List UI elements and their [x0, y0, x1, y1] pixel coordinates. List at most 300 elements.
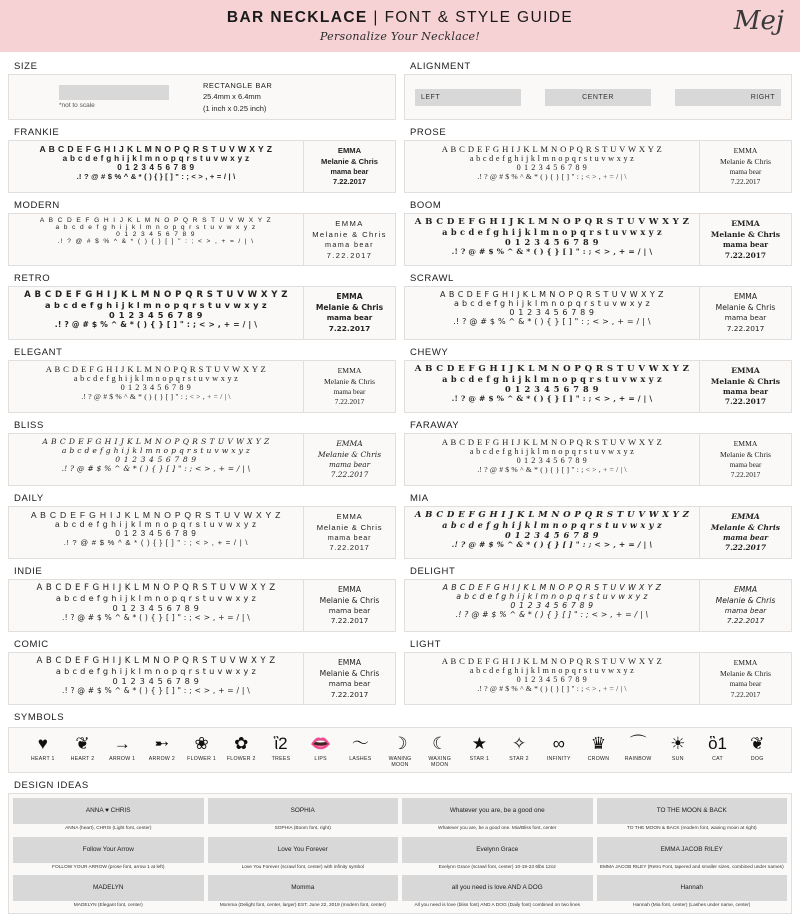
cat-icon[interactable] [698, 734, 738, 768]
rainbow-icon[interactable] [618, 734, 658, 768]
fonts-column-right [404, 124, 792, 709]
brand-logo: Mej [733, 6, 784, 36]
bar-metric: 25.4mm x 6.4mm [203, 92, 261, 102]
sample-name: EMMA [733, 146, 758, 155]
cat-icon-glyph: ὃ1 [708, 734, 727, 754]
font-name-indie: INDIE [14, 566, 43, 578]
arrow-2-icon[interactable] [142, 734, 182, 768]
heart-1-icon[interactable] [23, 734, 63, 768]
glyph-line-lower: a b c d e f g h i j k l m n o p q r s t u v w x y z [469, 446, 635, 456]
symbol-label: RAINBOW [624, 756, 652, 763]
font-card-modern[interactable] [8, 213, 396, 266]
design-idea-bar-text: MADELYN [93, 883, 124, 891]
sample-date: 7.22.2017 [330, 616, 369, 626]
glyph-line-upper: A B C D E F G H I J K L M N O P Q R S T U V W X Y Z [414, 217, 690, 228]
glyph-line-symbols: .! ? @ # $ % ^ & * ( ) { } [ ] " : ; < > , + = / | \ [54, 320, 258, 330]
glyph-line-digits: 0 1 2 3 4 5 6 7 8 9 [115, 454, 197, 464]
page-subtitle: Personalize Your Necklace! [319, 30, 481, 43]
sample-date: 7.22.2017 [328, 323, 371, 333]
font-card-elegant[interactable] [8, 360, 396, 413]
sample-name: EMMA [731, 219, 760, 229]
sample-name: EMMA [733, 658, 758, 668]
lips-icon[interactable] [301, 734, 341, 768]
symbol-label: DOG [750, 756, 764, 763]
star-2-icon-glyph: ✧ [511, 734, 527, 754]
font-name-delight: DELIGHT [410, 566, 456, 578]
dog-icon-glyph: ❦ [750, 734, 765, 754]
font-card-light[interactable] [404, 652, 792, 705]
lashes-icon[interactable] [341, 734, 381, 768]
arrow-2-icon-glyph: ➸ [154, 734, 170, 754]
symbol-label: STAR 1 [469, 756, 490, 763]
glyph-line-symbols: .! ? @ # $ % ^ & * ( ) { } [ ] " : ; < > , + = / | \ [451, 539, 653, 549]
font-name-mia: MIA [410, 492, 429, 504]
glyph-preview-chewy [405, 361, 699, 412]
symbol-label: SUN [671, 756, 684, 763]
arrow-1-icon[interactable] [102, 734, 142, 768]
flower-1-icon-glyph: ❀ [194, 734, 209, 754]
bar-name: RECTANGLE BAR [203, 81, 273, 91]
glyph-line-lower: a b c d e f g h i j k l m n o p q r s t u v w x y z [469, 666, 635, 676]
glyph-line-lower: a b c d e f g h i j k l m n o p q r s t u v w x y z [55, 666, 257, 677]
sample-word: mama bear [330, 167, 369, 176]
sample-word: mama bear [328, 459, 371, 469]
design-ideas-grid [13, 798, 787, 909]
glyph-line-digits: 0 1 2 3 4 5 6 7 8 9 [504, 529, 600, 540]
symbol-label: CAT [712, 756, 723, 763]
sample-pair: Melanie & Chris [319, 596, 380, 606]
sample-word: mama bear [328, 679, 371, 689]
fonts-column-left [8, 124, 396, 709]
trees-icon[interactable] [261, 734, 301, 768]
crown-icon[interactable] [579, 734, 619, 768]
glyph-preview-faraway [405, 434, 699, 485]
glyph-line-digits: 0 1 2 3 4 5 6 7 8 9 [120, 382, 192, 392]
sample-pair: Melanie & Chris [323, 376, 376, 386]
heart-2-icon-glyph: ❦ [75, 734, 90, 754]
sample-name: EMMA [337, 585, 362, 595]
rainbow-icon-glyph: ⌒ [629, 734, 647, 754]
design-idea[interactable] [402, 837, 593, 871]
glyph-line-digits: 0 1 2 3 4 5 6 7 8 9 [504, 237, 600, 248]
design-idea[interactable] [597, 798, 788, 832]
glyph-preview-delight [405, 580, 699, 631]
sample-name: EMMA [336, 511, 363, 521]
sample-date: 7.22.2017 [334, 396, 365, 406]
glyph-line-lower: a b c d e f g h i j k l m n o p q r s t u v w x y z [442, 373, 662, 384]
design-idea[interactable] [597, 875, 788, 909]
glyph-line-upper: A B C D E F G H I J K L M N O P Q R S T U V W X Y Z [440, 290, 664, 300]
font-name-light: LIGHT [410, 639, 441, 651]
sample-date: 7.22.2017 [724, 543, 767, 553]
sample-word: mama bear [724, 313, 767, 323]
sample-pair: Melanie & Chris [312, 230, 387, 240]
sample-date: 7.22.2017 [724, 396, 767, 406]
glyph-preview-modern [9, 214, 303, 265]
font-name-retro: RETRO [14, 273, 51, 285]
glyph-preview-bliss [9, 434, 303, 485]
font-card-delight[interactable] [404, 579, 792, 632]
glyph-line-symbols: .! ? @ # $ % ^ & * ( ) { } [ ] " : ; < > , + = / | \ [62, 686, 250, 696]
glyph-line-upper: A B C D E F G H I J K L M N O P Q R S T U V W X Y Z [441, 436, 663, 447]
symbols-label: SYMBOLS [14, 712, 65, 724]
design-idea-bar-text: Whatever you are, be a good one [449, 807, 545, 815]
font-name-scrawl: SCRAWL [410, 273, 454, 285]
design-idea-caption: TO THE MOON & BACK (modern font, waxing moon at right) [626, 826, 757, 832]
sample-pair: Melanie & Chris [319, 669, 380, 679]
glyph-preview-prose [405, 141, 699, 192]
font-name-faraway: FARAWAY [410, 419, 460, 431]
alignment-option-right[interactable]: RIGHT [675, 89, 781, 106]
glyph-line-upper: A B C D E F G H I J K L M N O P Q R S T U V W X Y Z [441, 656, 663, 667]
heart-2-icon[interactable] [63, 734, 103, 768]
star-1-icon[interactable] [460, 734, 500, 768]
lips-icon-glyph: 👄 [310, 734, 332, 754]
sample-word: mama bear [722, 240, 769, 250]
design-idea-bar-text: SOPHIA [290, 807, 315, 815]
glyph-line-lower: a b c d e f g h i j k l m n o p q r s t u v w x y z [55, 519, 257, 529]
glyph-line-upper: A B C D E F G H I J K L M N O P Q R S T U V W X Y Z [30, 509, 282, 520]
font-name-boom: BOOM [410, 200, 442, 212]
design-idea-bar-text: all you need is love AND A DOG [451, 883, 543, 891]
glyph-preview-mia [405, 507, 699, 558]
glyph-line-lower: a b c d e f g h i j k l m n o p q r s t u v w x y z [442, 519, 662, 530]
design-idea-bar [597, 837, 788, 863]
glyph-line-symbols: .! ? @ # $ % ^ & * ( ) { } [ ] " : ; < > , + = / | \ [453, 317, 651, 327]
design-idea-bar [208, 837, 399, 863]
font-name-elegant: ELEGANT [14, 346, 63, 358]
symbol-label: HEART 2 [70, 756, 95, 763]
glyph-preview-comic [9, 653, 303, 704]
sample-name: EMMA [733, 292, 758, 302]
font-card-daily[interactable] [8, 506, 396, 559]
alignment-option-left[interactable]: LEFT [415, 89, 521, 106]
size-label: SIZE [14, 61, 38, 72]
design-idea[interactable] [402, 798, 593, 832]
sample-preview-scrawl [699, 287, 791, 338]
glyph-line-symbols: .! ? @ # $ % ^ & * ( ) { } [ ] " : ; < > , + = / | \ [81, 391, 231, 401]
sample-date: 7.22.2017 [730, 177, 761, 187]
sun-icon[interactable] [658, 734, 698, 768]
glyph-line-upper: A B C D E F G H I J K L M N O P Q R S T U V W X Y Z [39, 144, 273, 154]
design-idea[interactable] [208, 837, 399, 871]
design-idea-caption: MADELYN (Elegant font, center) [73, 902, 143, 908]
sample-word: mama bear [729, 680, 762, 689]
sample-word: mama bear [729, 460, 762, 469]
sample-pair: Melanie & Chris [315, 303, 384, 313]
font-card-prose[interactable] [404, 140, 792, 193]
font-card-bliss[interactable] [8, 433, 396, 486]
glyph-line-upper: A B C D E F G H I J K L M N O P Q R S T U V W X Y Z [24, 290, 288, 301]
page-title [227, 9, 573, 27]
trees-icon-glyph: ἳ2 [274, 734, 288, 754]
glyph-line-symbols: .! ? @ # $ % ^ & * ( ) { } [ ] " : ; < > , + = / | \ [455, 610, 649, 620]
glyph-line-lower: a b c d e f g h i j k l m n o p q r s t u v w x y z [469, 154, 635, 163]
sun-icon-glyph: ☀ [670, 734, 686, 754]
sample-word: mama bear [729, 168, 762, 176]
arrow-1-icon-glyph: → [113, 734, 131, 754]
glyph-line-lower: a b c d e f g h i j k l m n o p q r s t u v w x y z [55, 224, 257, 232]
infinity-icon-glyph: ∞ [552, 734, 565, 754]
page-header [0, 0, 800, 52]
glyph-line-digits: 0 1 2 3 4 5 6 7 8 9 [516, 455, 588, 465]
symbol-label: FLOWER 2 [226, 756, 256, 763]
alignment-label: ALIGNMENT [410, 61, 471, 72]
font-name-daily: DAILY [14, 492, 44, 504]
waxing-moon-icon[interactable] [420, 734, 460, 768]
infinity-icon[interactable] [539, 734, 579, 768]
design-idea-bar [402, 798, 593, 824]
design-idea-caption: Love You Forever (scrawl font, center) with infinity symbol [241, 864, 364, 870]
font-card-boom[interactable] [404, 213, 792, 266]
sample-name: EMMA [733, 585, 758, 595]
alignment-option-center[interactable]: CENTER [545, 89, 651, 106]
glyph-line-upper: A B C D E F G H I J K L M N O P Q R S T U V W X Y Z [442, 583, 662, 593]
glyph-line-lower: a b c d e f g h i j k l m n o p q r s t u v w x y z [45, 300, 267, 311]
glyph-line-upper: A B C D E F G H I J K L M N O P Q R S T U V W X Y Z [42, 436, 270, 446]
glyph-preview-frankie [9, 141, 303, 192]
glyph-line-lower: a b c d e f g h i j k l m n o p q r s t u v w x y z [61, 445, 251, 455]
design-idea-bar-text: ANNA ♥ CHRIS [85, 807, 131, 815]
glyph-line-upper: A B C D E F G H I J K L M N O P Q R S T U V W X Y Z [414, 363, 690, 374]
symbol-label: WANING MOON [388, 756, 412, 769]
design-idea-bar [402, 875, 593, 901]
sample-preview-chewy [699, 361, 791, 412]
glyph-line-digits: 0 1 2 3 4 5 6 7 8 9 [509, 308, 595, 318]
sample-preview-daily [303, 507, 395, 558]
sample-pair: Melanie & Chris [710, 522, 781, 532]
glyph-line-symbols: .! ? @ # $ % ^ & * ( ) { } [ ] " : ; < > , + = / | \ [63, 537, 249, 547]
sample-preview-delight [699, 580, 791, 631]
sample-preview-indie [303, 580, 395, 631]
glyph-preview-light [405, 653, 699, 704]
glyph-line-symbols: .! ? @ # $ % ^ & * ( ) { } [ ] " : ; < > , + = / | \ [76, 172, 236, 181]
symbol-label: LIPS [314, 756, 327, 763]
sample-name: EMMA [336, 438, 363, 448]
star-1-icon-glyph: ★ [471, 734, 488, 754]
glyph-line-symbols: .! ? @ # $ % ^ & * ( ) { } [ ] " : ; < > , + = / | \ [477, 172, 627, 181]
symbol-label: HEART 1 [30, 756, 55, 763]
design-idea[interactable] [13, 798, 204, 832]
glyph-line-digits: 0 1 2 3 4 5 6 7 8 9 [112, 676, 200, 687]
font-card-scrawl[interactable] [404, 286, 792, 339]
glyph-line-digits: 0 1 2 3 4 5 6 7 8 9 [510, 601, 594, 611]
symbol-label: ARROW 2 [148, 756, 176, 763]
glyph-line-upper: A B C D E F G H I J K L M N O P Q R S T U V W X Y Z [36, 656, 276, 667]
page-title-divider: | [373, 9, 379, 26]
design-idea-caption: Whatever you are, be a good one. Mia/Bliss font, center [438, 826, 557, 832]
size-swatch-group [59, 85, 169, 109]
sample-date: 7.22.2017 [329, 543, 370, 553]
flower-2-icon-glyph: ✿ [234, 734, 249, 754]
sample-preview-boom [699, 214, 791, 265]
glyph-preview-indie [9, 580, 303, 631]
sample-date: 7.22.2017 [726, 616, 765, 626]
design-idea-bar-text: EMMA JACOB RILEY [660, 845, 723, 853]
guide-body [0, 52, 800, 709]
font-card-indie[interactable] [8, 579, 396, 632]
design-idea[interactable] [208, 798, 399, 832]
sample-pair: Melanie & Chris [321, 157, 378, 166]
design-idea-bar [597, 875, 788, 901]
glyph-line-lower: a b c d e f g h i j k l m n o p q r s t u v w x y z [442, 227, 662, 238]
size-section [8, 58, 396, 124]
font-card-mia[interactable] [404, 506, 792, 559]
font-name-prose: PROSE [410, 127, 447, 138]
design-idea[interactable] [13, 875, 204, 909]
glyph-line-upper: A B C D E F G H I J K L M N O P Q R S T U V W X Y Z [45, 363, 267, 374]
glyph-line-upper: A B C D E F G H I J K L M N O P Q R S T U V W X Y Z [414, 509, 690, 520]
design-idea-caption: Momma (Delight font, center, larger) EST. June 22, 2019 (modern font, center) [219, 902, 386, 908]
glyph-line-lower: a b c d e f g h i j k l m n o p q r s t u v w x y z [73, 373, 239, 383]
sample-preview-modern [303, 214, 395, 265]
design-idea-caption: All you need is love (bliss font) AND A DOG (Daily font) combined on two lines [414, 902, 581, 908]
sample-pair: Melanie & Chris [719, 669, 772, 679]
design-idea-bar [13, 798, 204, 824]
flower-2-icon[interactable] [221, 734, 261, 768]
glyph-preview-retro [9, 287, 303, 338]
symbols-card [8, 727, 792, 773]
sample-preview-retro [303, 287, 395, 338]
glyph-line-lower: a b c d e f g h i j k l m n o p q r s t u v w x y z [62, 154, 250, 163]
sample-preview-mia [699, 507, 791, 558]
design-idea-bar-text: TO THE MOON & BACK [656, 807, 727, 815]
design-idea-bar [402, 837, 593, 863]
glyph-line-digits: 0 1 2 3 4 5 6 7 8 9 [516, 163, 588, 172]
sample-word: mama bear [328, 606, 371, 616]
sample-pair: Melanie & Chris [715, 596, 776, 606]
symbol-label: WAXING MOON [428, 756, 452, 769]
glyph-line-symbols: .! ? @ # $ % ^ & * ( ) { } [ ] " : ; < > , + = / | \ [451, 393, 653, 403]
design-ideas-card [8, 793, 792, 914]
font-card-chewy[interactable] [404, 360, 792, 413]
sample-word: mama bear [326, 313, 373, 323]
sample-name: EMMA [337, 365, 362, 375]
design-idea[interactable] [402, 875, 593, 909]
design-idea-caption: Hannah (Mia font, center) (Lashes under name, center) [633, 902, 751, 908]
sample-name: EMMA [733, 438, 758, 448]
waning-moon-icon[interactable] [380, 734, 420, 768]
glyph-line-digits: 0 1 2 3 4 5 6 7 8 9 [504, 383, 600, 394]
glyph-preview-scrawl [405, 287, 699, 338]
glyph-preview-elegant [9, 361, 303, 412]
sample-preview-light [699, 653, 791, 704]
glyph-line-lower: a b c d e f g h i j k l m n o p q r s t u v w x y z [453, 299, 651, 309]
sample-word: mama bear [722, 532, 769, 542]
waning-moon-icon-glyph: ☽ [392, 734, 408, 754]
bar-imperial: (1 inch x 0.25 inch) [203, 103, 267, 113]
design-idea[interactable] [13, 837, 204, 871]
sample-preview-bliss [303, 434, 395, 485]
lashes-icon-glyph: 〜 [351, 734, 369, 754]
symbol-label: TREES [271, 756, 291, 763]
glyph-line-digits: 0 1 2 3 4 5 6 7 8 9 [112, 603, 200, 614]
symbol-label: STAR 2 [509, 756, 529, 763]
glyph-line-upper: A B C D E F G H I J K L M N O P Q R S T U V W X Y Z [441, 144, 663, 154]
design-idea-bar [13, 837, 204, 863]
font-name-bliss: BLISS [14, 419, 44, 431]
glyph-line-symbols: .! ? @ # $ % ^ & * ( ) { } [ ] " : ; < > , + = / | \ [477, 684, 627, 694]
page-title-bold: BAR NECKLACE [226, 9, 368, 26]
glyph-line-digits: 0 1 2 3 4 5 6 7 8 9 [108, 310, 204, 321]
star-2-icon[interactable] [499, 734, 539, 768]
sample-date: 7.22.2017 [326, 250, 373, 260]
crown-icon-glyph: ♛ [590, 734, 607, 754]
font-card-retro[interactable] [8, 286, 396, 339]
dog-icon[interactable] [737, 734, 777, 768]
sample-pair: Melanie & Chris [316, 522, 383, 532]
symbol-label: CROWN [587, 756, 610, 763]
sample-pair: Melanie & Chris [719, 449, 772, 459]
glyph-line-lower: a b c d e f g h i j k l m n o p q r s t u v w x y z [456, 592, 648, 602]
glyph-line-symbols: .! ? @ # $ % ^ & * ( ) { } [ ] " : ; < > , + = / | \ [62, 613, 250, 623]
font-card-frankie[interactable] [8, 140, 396, 193]
sample-date: 7.22.2017 [330, 470, 369, 480]
design-idea-caption: ANNA (heart), CHRIS (Light font, center) [65, 826, 152, 832]
sample-preview-elegant [303, 361, 395, 412]
sample-date: 7.22.2017 [330, 689, 369, 699]
symbols-row [13, 734, 787, 768]
glyph-line-digits: 0 1 2 3 4 5 6 7 8 9 [116, 231, 196, 239]
sample-pair: Melanie & Chris [715, 303, 776, 313]
font-card-faraway[interactable] [404, 433, 792, 486]
design-idea-bar-text: Love You Forever [277, 845, 328, 853]
symbol-label: LASHES [349, 756, 372, 763]
glyph-line-lower: a b c d e f g h i j k l m n o p q r s t u v w x y z [55, 593, 257, 604]
sample-pair: Melanie & Chris [710, 230, 781, 240]
flower-1-icon[interactable] [182, 734, 222, 768]
alignment-section [404, 58, 792, 124]
not-to-scale-note: *not to scale [59, 102, 95, 109]
sample-name: EMMA [731, 365, 760, 375]
top-section [8, 58, 792, 124]
sample-date: 7.22.2017 [333, 177, 366, 187]
page-title-rest: FONT & STYLE GUIDE [384, 9, 574, 26]
font-card-comic[interactable] [8, 652, 396, 705]
font-name-chewy: CHEWY [410, 346, 449, 358]
sample-preview-faraway [699, 434, 791, 485]
sample-word: mama bear [724, 606, 767, 616]
design-idea-bar-text: Hannah [680, 883, 703, 891]
glyph-preview-boom [405, 214, 699, 265]
design-ideas-label: DESIGN IDEAS [14, 780, 89, 792]
sample-date: 7.22.2017 [726, 323, 765, 333]
sample-preview-comic [303, 653, 395, 704]
bar-swatch [59, 85, 169, 100]
sample-date: 7.22.2017 [730, 689, 761, 699]
sample-name: EMMA [335, 219, 364, 229]
sample-date: 7.22.2017 [730, 470, 761, 480]
design-idea-caption: FOLLOW YOUR ARROW (prose font, arrow 1 at left) [52, 864, 165, 870]
design-idea[interactable] [208, 875, 399, 909]
design-idea-caption: SOPHIA (Boom font, right) [274, 826, 331, 832]
heart-1-icon-glyph: ♥ [37, 734, 48, 754]
sample-pair: Melanie & Chris [719, 157, 772, 166]
sample-name: EMMA [337, 146, 362, 155]
sample-name: EMMA [731, 511, 760, 521]
glyph-line-digits: 0 1 2 3 4 5 6 7 8 9 [516, 675, 588, 685]
font-name-modern: MODERN [14, 200, 60, 212]
glyph-preview-daily [9, 507, 303, 558]
glyph-line-digits: 0 1 2 3 4 5 6 7 8 9 [117, 163, 195, 172]
design-idea-caption: EMMA JACOB RILEY (Retro Font, tapered and smaller sizes, combined under names) [599, 864, 784, 870]
glyph-line-upper: A B C D E F G H I J K L M N O P Q R S T U V W X Y Z [39, 217, 273, 225]
design-idea[interactable] [597, 837, 788, 871]
design-idea-bar-text: Follow Your Arrow [82, 845, 134, 853]
design-idea-bar-text: Evelynn Grace [476, 845, 519, 853]
sample-word: mama bear [327, 532, 372, 542]
sample-preview-prose [699, 141, 791, 192]
